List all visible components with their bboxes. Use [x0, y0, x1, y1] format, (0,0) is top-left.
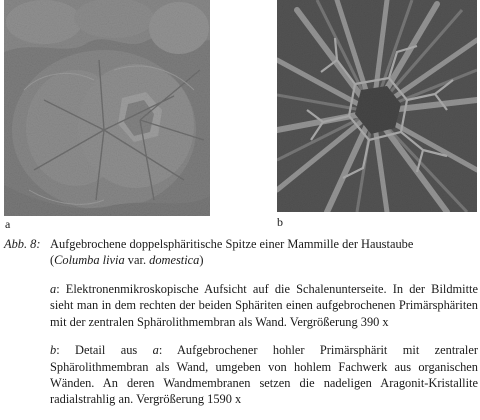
part-a-text: : Elektronenmikroskopische Aufsicht auf die Schalenunterseite. In der Bildmitte sieht man in dem rechten der beiden Sphäriten einen aufgebrochenen Primärsphäriten mit der zentralen Sphärolithmembran als Wand. Vergrößerung 390 x	[50, 281, 478, 329]
species-variety: domestica	[149, 253, 200, 268]
species-paren-open: (	[50, 253, 55, 268]
micrograph-b-image	[277, 0, 477, 212]
caption-label: Abb. 8:	[4, 237, 41, 251]
micrograph-a-image	[4, 0, 210, 216]
part-b-text-2: : Aufgebrochener hohler Primärsphärit mit zentraler Sphärolithmembran als Wand, umgeben von hohlem Fachwerk aus organischen Wänden. An deren Wandmembranen setzen die nadeligen Aragonit-Kristallite radialstrahlig an. Vergrößerung 1590 x	[50, 343, 479, 407]
species-paren-close: )	[199, 253, 204, 268]
caption-title	[50, 236, 478, 269]
panel-letter-a: a	[5, 217, 11, 231]
species-name: Columba livia	[54, 253, 125, 268]
figure-caption	[4, 236, 478, 420]
part-b-ref: a	[152, 343, 159, 358]
part-b-text-1: : Detail aus	[56, 343, 153, 358]
caption-part-a	[50, 281, 478, 330]
species-var: var.	[124, 253, 150, 268]
panel-letter-b: b	[277, 215, 283, 229]
part-b-letter: b	[50, 343, 57, 358]
part-a-letter: a	[50, 281, 57, 296]
caption-title-text: Aufgebrochene doppelsphäritische Spitze einer Mammille der Haustaube	[50, 237, 414, 251]
caption-part-b	[50, 342, 478, 407]
caption-title-row	[4, 236, 478, 269]
